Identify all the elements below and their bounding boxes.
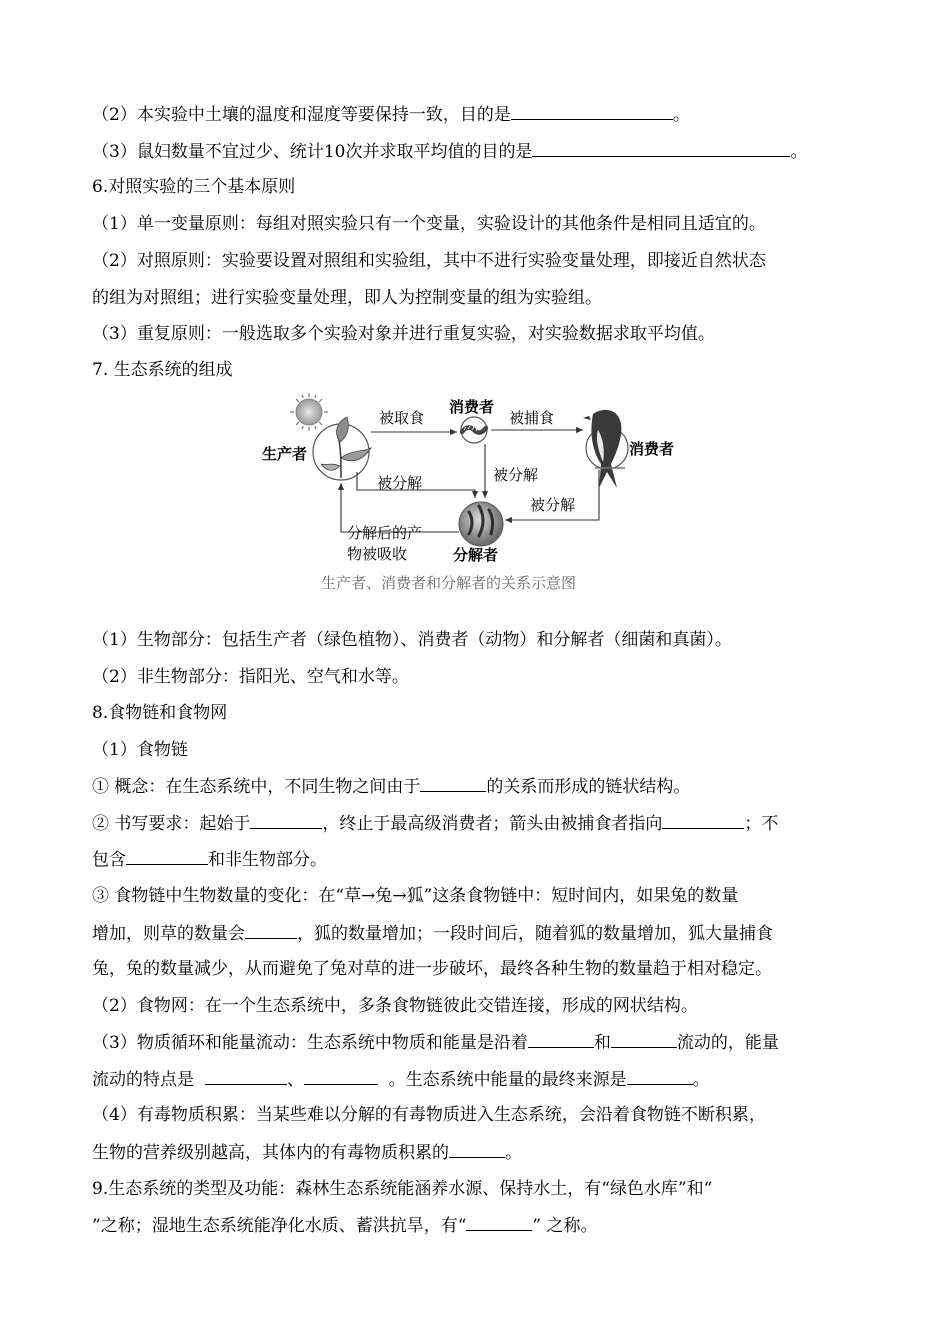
text: 流动的特点是 [92,1070,194,1090]
paragraph: （2）对照原则：实验要设置对照组和实验组，其中不进行实验变量处理，即接近自然状态 [92,251,766,271]
text-line [92,812,778,835]
text: 。 [505,1143,522,1163]
section-heading: 8.食物链和食物网 [92,703,228,723]
caterpillar-icon [461,417,487,443]
absorbed-label-1: 分解后的产 [347,524,423,542]
text: 的关系而形成的链状结构。 [486,777,691,797]
text-line [92,775,690,798]
paragraph: 的组为对照组；进行实验变量处理，即人为控制变量的组为实验组。 [92,288,602,308]
answer-blank[interactable] [126,848,208,865]
caught-label: 被捕食 [509,409,555,427]
answer-blank[interactable] [662,812,744,829]
answer-blank[interactable] [304,1068,378,1085]
text-line [92,103,690,126]
sun-icon [290,393,328,431]
consumer-label-2: 消费者 [629,440,675,458]
producer-label: 生产者 [262,445,308,463]
decomposer-icon [459,502,503,546]
paragraph: （3）重复原则：一般选取多个实验对象并进行重复实验，对实验数据求取平均值。 [92,324,715,344]
text: ① 概念：在生态系统中，不同生物之间由于 [92,777,421,797]
text: ；不 [744,814,779,834]
paragraph: （2）非生物部分：指阳光、空气和水等。 [92,667,409,687]
consumer-label-1: 消费者 [449,398,495,416]
paragraph: ③ 食物链中生物数量的变化：在“草→兔→狐”这条食物链中：短时间内，如果兔的数量 [92,886,739,906]
decomposed-label-2: 被分解 [377,474,423,492]
answer-blank[interactable] [449,1141,505,1158]
decomposed-label-1: 被分解 [493,466,539,484]
text: 包含 [92,850,126,870]
text-line [92,922,773,945]
text: （3）物质循环和能量流动：生态系统中物质和能量是沿着 [92,1033,528,1053]
text-line [92,848,327,871]
text: 。 [790,142,808,162]
paragraph: （1）单一变量原则：每组对照实验只有一个变量，实验设计的其他条件是相同且适宜的。 [92,214,766,234]
eaten-label: 被取食 [379,409,425,427]
text: 。生态系统中能量的最终来源是 [388,1070,627,1090]
answer-blank[interactable] [627,1068,693,1085]
answer-blank[interactable] [245,922,297,939]
text: ② 书写要求：起始于 [92,814,251,834]
text-line [92,1141,522,1164]
text-line [92,1214,598,1237]
text: ，狐的数量增加；一段时间后，随着狐的数量增加，狐大量捕食 [297,924,773,944]
answer-blank[interactable] [532,140,790,157]
text: 。 [692,1070,710,1090]
text: 和 [593,1033,611,1053]
answer-blank[interactable] [611,1031,677,1048]
paragraph: 兔，兔的数量减少，从而避免了兔对草的进一步破坏，最终各种生物的数量趋于相对稳定。 [92,959,772,979]
text: 、 [286,1070,304,1090]
answer-blank[interactable] [250,812,322,829]
text-line [92,1031,779,1054]
plant-icon [313,417,371,480]
text: ” 之称。 [532,1216,598,1236]
diagram-caption: 生产者、消费者和分解者的关系示意图 [321,574,577,592]
paragraph: （1）食物链 [92,740,188,760]
text: 生物的营养级别越高，其体内的有毒物质积累的 [92,1143,449,1163]
text-line [92,1068,710,1091]
bird-icon [583,410,628,488]
decomposer-label: 分解者 [453,546,499,564]
text: 。 [672,105,690,125]
answer-blank[interactable] [511,103,673,120]
text: 流动的，能量 [676,1033,779,1053]
paragraph: 9.生态系统的类型及功能：森林生态系统能涵养水源、保持水土，有“绿色水库”和“ [92,1179,713,1199]
section-heading: 7. 生态系统的组成 [92,360,233,380]
answer-blank[interactable] [205,1068,287,1085]
text: ，终止于最高级消费者；箭头由被捕食者指向 [322,814,663,834]
answer-blank[interactable] [466,1214,532,1231]
text: （2）本实验中土壤的温度和湿度等要保持一致，目的是 [92,105,511,125]
answer-blank[interactable] [420,775,486,792]
text-line [92,140,807,163]
absorbed-label-2: 物被吸收 [347,545,408,563]
text: （3）鼠妇数量不宜过少、统计10次并求取平均值的目的是 [92,142,533,162]
text: ”之称；湿地生态系统能净化水质、蓄洪抗旱，有“ [92,1216,467,1236]
ecosystem-diagram [255,392,695,602]
section-heading: 6.对照实验的三个基本原则 [92,177,296,197]
decomposed-label-3: 被分解 [530,496,576,514]
paragraph: （1）生物部分：包括生产者（绿色植物）、消费者（动物）和分解者（细菌和真菌）。 [92,630,732,650]
paragraph: （2）食物网：在一个生态系统中，多条食物链彼此交错连接，形成的网状结构。 [92,996,698,1016]
paragraph: （4）有毒物质积累：当某些难以分解的有毒物质进入生态系统，会沿着食物链不断积累， [92,1105,766,1125]
answer-blank[interactable] [528,1031,594,1048]
text: 和非生物部分。 [208,850,327,870]
text: 增加，则草的数量会 [92,924,245,944]
